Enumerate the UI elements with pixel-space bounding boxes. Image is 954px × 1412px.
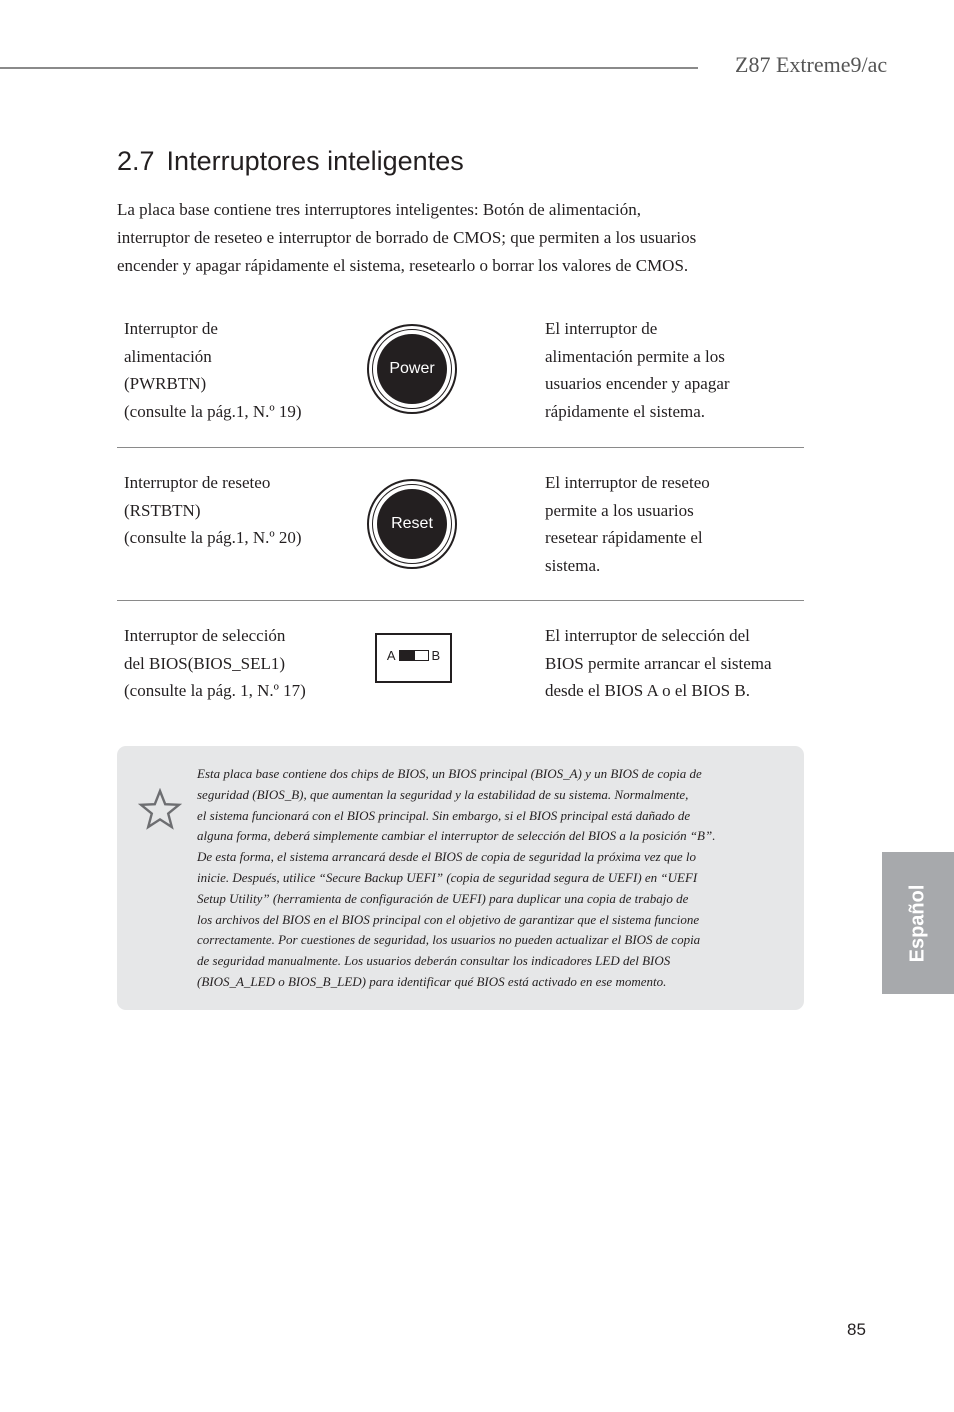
switch-name-line: (PWRBTN) <box>124 374 207 394</box>
header-rule <box>0 67 698 69</box>
switch-description <box>545 469 805 579</box>
star-icon <box>138 788 182 835</box>
switch-name-line: del BIOS(BIOS_SEL1) <box>124 653 286 673</box>
switch-name-line: Interruptor de selección <box>124 626 286 645</box>
switch-description-line: desde el BIOS A o el BIOS B. <box>545 681 750 701</box>
switch-description <box>545 622 805 705</box>
note-line: correctamente. Por cuestiones de seguridad, los usuarios no pueden actualizar el BIOS de copia <box>197 932 701 948</box>
switch-description-line: usuarios encender y apagar <box>545 374 730 394</box>
section-number: 2.7 <box>117 146 155 176</box>
power-button-label: Power <box>377 334 447 404</box>
reset-button-label: Reset <box>377 489 447 559</box>
switch-name-line: alimentación <box>124 346 212 366</box>
note-line: inicie. Después, utilice “Secure Backup UEFI” (copia de seguridad segura de UEFI) en “UEFI <box>197 869 698 885</box>
switch-name-line: (consulte la pág.1, N.º 20) <box>124 528 302 548</box>
page-number: 85 <box>847 1320 866 1339</box>
switch-description-line: rápidamente el sistema. <box>545 401 706 421</box>
intro-line: La placa base contiene tres interruptores inteligentes: Botón de alimentación, <box>117 200 641 219</box>
switch-name <box>124 315 354 425</box>
note-line: Setup Utility” (herramienta de configuración de UEFI) para duplicar una copia de trabajo de <box>197 890 689 906</box>
switch-name-line: (RSTBTN) <box>124 500 201 520</box>
switch-description-line: El interruptor de selección del <box>545 626 750 645</box>
switch-description-line: alimentación permite a los <box>545 346 725 366</box>
switch-name <box>124 469 354 552</box>
bios-select-switch-icon <box>375 633 452 683</box>
switch-row-reset <box>117 469 804 589</box>
switch-description <box>545 315 805 425</box>
bios-switch-knob <box>400 651 415 660</box>
row-divider <box>117 447 804 448</box>
switch-description-line: BIOS permite arrancar el sistema <box>545 653 772 673</box>
reset-button-icon <box>367 479 457 569</box>
model-name: Z87 Extreme9/ac <box>735 52 888 77</box>
switch-description-line: El interruptor de <box>545 319 658 338</box>
language-tab <box>882 852 954 994</box>
note-line: (BIOS_A_LED o BIOS_B_LED) para identificar qué BIOS está activado en ese momento. <box>197 973 667 989</box>
note-line: seguridad (BIOS_B), que aumentan la seguridad y la estabilidad de su sistema. Normalmente, <box>197 786 689 802</box>
intro-line: encender y apagar rápidamente el sistema, resetearlo o borrar los valores de CMOS. <box>117 256 689 275</box>
bios-switch-label-b: B <box>431 648 441 663</box>
bios-switch-slot <box>399 650 429 661</box>
language-tab-label: Español <box>906 884 929 962</box>
switch-description-line: permite a los usuarios <box>545 500 694 520</box>
note-text <box>197 764 787 993</box>
note-box <box>117 746 804 1010</box>
switch-row-power <box>117 315 804 435</box>
switch-description-line: El interruptor de reseteo <box>545 473 710 492</box>
switch-name-line: Interruptor de reseteo <box>124 473 271 492</box>
intro-line: interruptor de reseteo e interruptor de borrado de CMOS; que permiten a los usuarios <box>117 228 697 247</box>
switch-name-line: (consulte la pág.1, N.º 19) <box>124 401 302 421</box>
power-button-icon <box>367 324 457 414</box>
switch-name-line: Interruptor de <box>124 319 218 338</box>
note-line: el sistema funcionará con el BIOS principal. Sin embargo, si el BIOS principal está dañado de <box>197 807 691 823</box>
switch-description-line: resetear rápidamente el <box>545 528 703 548</box>
note-line: alguna forma, deberá simplemente cambiar el interruptor de selección del BIOS a la posición “B”. <box>197 828 716 844</box>
note-line: De esta forma, el sistema arrancará desde el BIOS de copia de seguridad la próxima vez que lo <box>197 849 696 865</box>
switch-name <box>124 622 354 705</box>
note-line: los archivos del BIOS en el BIOS principal con el objetivo de garantizar que el sistema funcione <box>197 911 700 927</box>
switch-description-line: sistema. <box>545 555 601 575</box>
section-title <box>117 146 464 177</box>
row-divider <box>117 600 804 601</box>
bios-switch-label-a: A <box>386 648 396 663</box>
intro-paragraph <box>117 196 807 280</box>
note-line: Esta placa base contiene dos chips de BIOS, un BIOS principal (BIOS_A) y un BIOS de copia de <box>197 766 702 781</box>
note-line: de seguridad manualmente. Los usuarios deberán consultar los indicadores LED del BIOS <box>197 953 671 969</box>
switch-name-line: (consulte la pág. 1, N.º 17) <box>124 681 306 701</box>
switch-row-bios-select <box>117 622 804 722</box>
section-title-text: Interruptores inteligentes <box>166 146 464 176</box>
